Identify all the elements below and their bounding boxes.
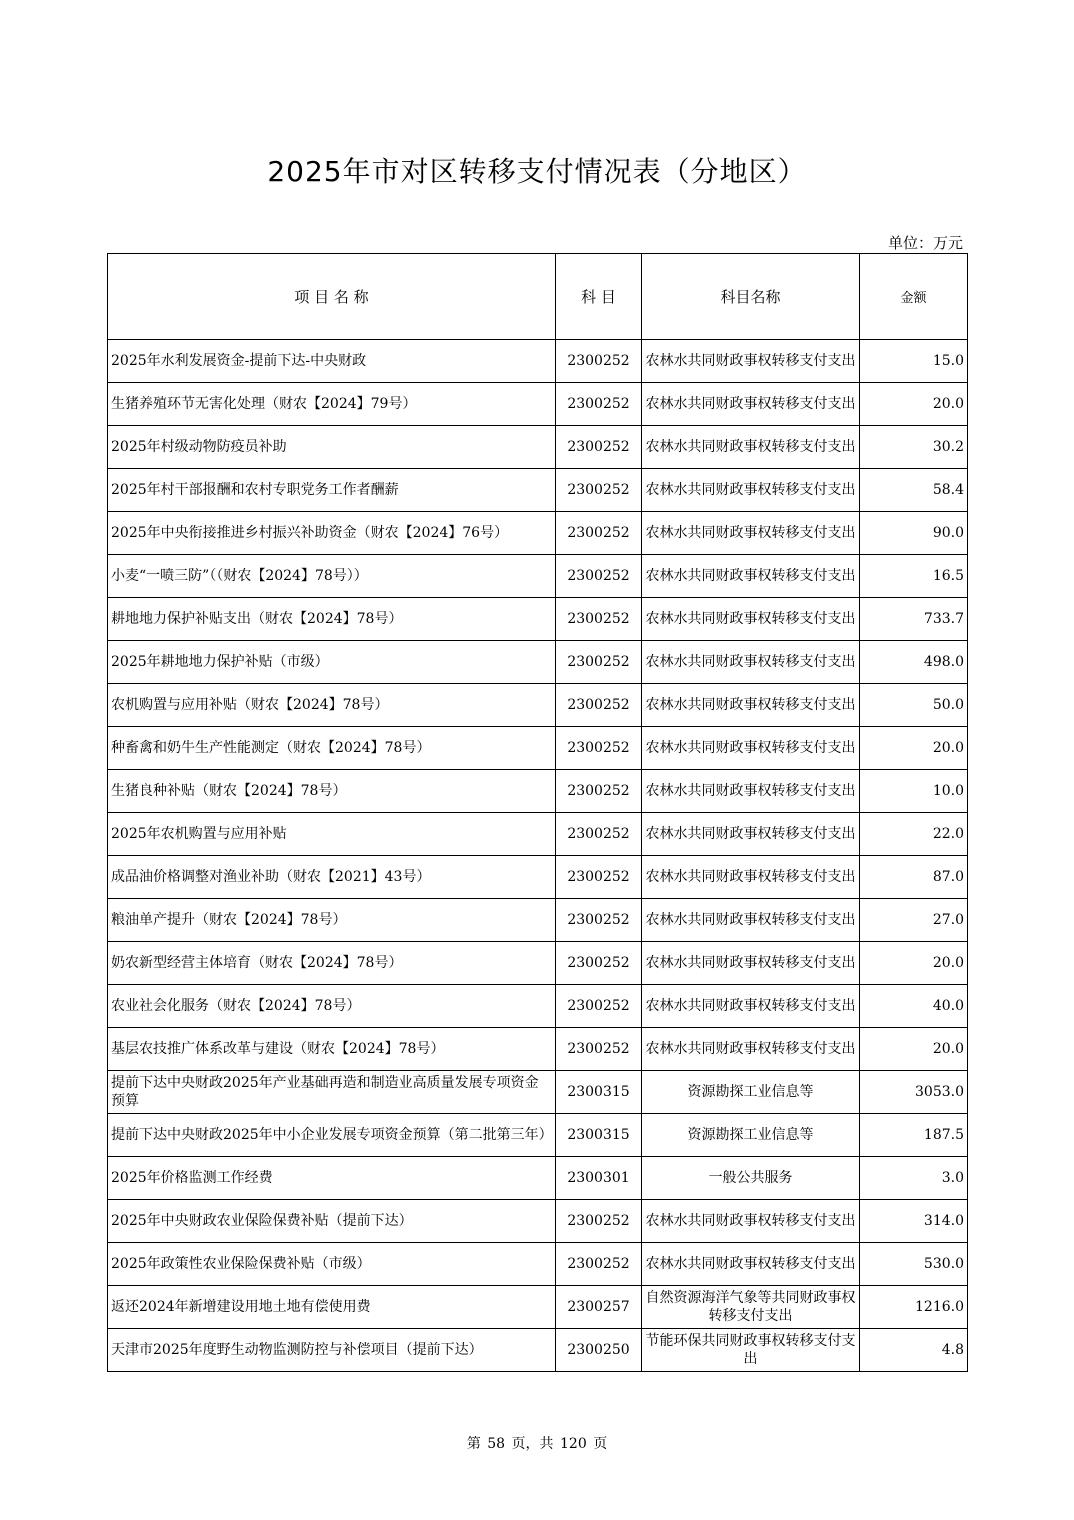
- subject-code-cell: 2300301: [556, 1157, 642, 1200]
- subject-code-cell: 2300252: [556, 1243, 642, 1286]
- footer-total-pages: 120: [560, 1436, 587, 1452]
- subject-code-cell: 2300252: [556, 770, 642, 813]
- subject-code-cell: 2300252: [556, 899, 642, 942]
- subject-name-cell: 农林水共同财政事权转移支付支出: [642, 770, 860, 813]
- subject-code-cell: 2300315: [556, 1071, 642, 1114]
- project-name-cell: 小麦“一喷三防”（（财农【2024】78号））: [108, 555, 556, 598]
- project-name-cell: 2025年村级动物防疫员补助: [108, 426, 556, 469]
- amount-cell: 20.0: [860, 727, 968, 770]
- page-footer: [0, 1433, 1074, 1453]
- table-row: [108, 426, 968, 469]
- header-subject-name: 科目名称: [642, 254, 860, 340]
- subject-name-cell: 农林水共同财政事权转移支付支出: [642, 426, 860, 469]
- project-name-cell: 成品油价格调整对渔业补助（财农【2021】43号）: [108, 856, 556, 899]
- table-row: [108, 383, 968, 426]
- project-name-cell: 2025年水利发展资金-提前下达-中央财政: [108, 340, 556, 383]
- amount-cell: 27.0: [860, 899, 968, 942]
- project-name-cell: 生猪养殖环节无害化处理（财农【2024】79号）: [108, 383, 556, 426]
- project-name-cell: 2025年村干部报酬和农村专职党务工作者酬薪: [108, 469, 556, 512]
- subject-code-cell: 2300252: [556, 985, 642, 1028]
- amount-cell: 16.5: [860, 555, 968, 598]
- project-name-cell: 粮油单产提升（财农【2024】78号）: [108, 899, 556, 942]
- amount-cell: 50.0: [860, 684, 968, 727]
- subject-code-cell: 2300252: [556, 383, 642, 426]
- footer-suffix: 页: [593, 1436, 608, 1452]
- amount-cell: 20.0: [860, 1028, 968, 1071]
- amount-cell: 22.0: [860, 813, 968, 856]
- subject-code-cell: 2300252: [556, 555, 642, 598]
- footer-prefix: 第: [466, 1436, 481, 1452]
- project-name-cell: 生猪良种补贴（财农【2024】78号）: [108, 770, 556, 813]
- subject-name-cell: 农林水共同财政事权转移支付支出: [642, 1028, 860, 1071]
- amount-cell: 314.0: [860, 1200, 968, 1243]
- subject-code-cell: 2300252: [556, 512, 642, 555]
- project-name-cell: 农业社会化服务（财农【2024】78号）: [108, 985, 556, 1028]
- subject-name-cell: 农林水共同财政事权转移支付支出: [642, 942, 860, 985]
- header-project-name: 项 目 名 称: [108, 254, 556, 340]
- page-title: 2025年市对区转移支付情况表（分地区）: [267, 155, 807, 188]
- amount-cell: 20.0: [860, 942, 968, 985]
- table-row: [108, 469, 968, 512]
- project-name-cell: 2025年价格监测工作经费: [108, 1157, 556, 1200]
- transfer-payment-table: [107, 253, 968, 1372]
- subject-name-cell: 农林水共同财政事权转移支付支出: [642, 512, 860, 555]
- table-row: [108, 813, 968, 856]
- table-row: [108, 985, 968, 1028]
- amount-cell: 90.0: [860, 512, 968, 555]
- subject-name-cell: 农林水共同财政事权转移支付支出: [642, 899, 860, 942]
- footer-page-number: 58: [487, 1436, 506, 1452]
- project-name-cell: 种畜禽和奶牛生产性能测定（财农【2024】78号）: [108, 727, 556, 770]
- table-row: [108, 512, 968, 555]
- subject-code-cell: 2300257: [556, 1286, 642, 1329]
- table-body: [108, 340, 968, 1372]
- project-name-cell: 基层农技推广体系改革与建设（财农【2024】78号）: [108, 1028, 556, 1071]
- subject-name-cell: 资源勘探工业信息等: [642, 1071, 860, 1114]
- subject-code-cell: 2300252: [556, 641, 642, 684]
- amount-cell: 15.0: [860, 340, 968, 383]
- subject-code-cell: 2300252: [556, 598, 642, 641]
- project-name-cell: 2025年耕地地力保护补贴（市级）: [108, 641, 556, 684]
- amount-cell: 3053.0: [860, 1071, 968, 1114]
- subject-name-cell: 农林水共同财政事权转移支付支出: [642, 469, 860, 512]
- subject-code-cell: 2300252: [556, 426, 642, 469]
- amount-cell: 30.2: [860, 426, 968, 469]
- table-row: [108, 641, 968, 684]
- subject-code-cell: 2300252: [556, 727, 642, 770]
- subject-name-cell: 农林水共同财政事权转移支付支出: [642, 727, 860, 770]
- table-row: [108, 856, 968, 899]
- table-row: [108, 899, 968, 942]
- unit-label: 单位：万元: [887, 234, 963, 252]
- subject-name-cell: 农林水共同财政事权转移支付支出: [642, 1200, 860, 1243]
- subject-name-cell: 农林水共同财政事权转移支付支出: [642, 1243, 860, 1286]
- amount-cell: 1216.0: [860, 1286, 968, 1329]
- amount-cell: 58.4: [860, 469, 968, 512]
- amount-cell: 733.7: [860, 598, 968, 641]
- subject-code-cell: 2300315: [556, 1114, 642, 1157]
- project-name-cell: 耕地地力保护补贴支出（财农【2024】78号）: [108, 598, 556, 641]
- amount-cell: 40.0: [860, 985, 968, 1028]
- table-row: [108, 1243, 968, 1286]
- project-name-cell: 2025年中央衔接推进乡村振兴补助资金（财农【2024】76号）: [108, 512, 556, 555]
- subject-code-cell: 2300252: [556, 684, 642, 727]
- project-name-cell: 提前下达中央财政2025年产业基础再造和制造业高质量发展专项资金预算: [108, 1071, 556, 1114]
- subject-code-cell: 2300250: [556, 1329, 642, 1372]
- subject-name-cell: 农林水共同财政事权转移支付支出: [642, 383, 860, 426]
- header-code: 科 目: [556, 254, 642, 340]
- header-amount: 金额: [860, 254, 968, 340]
- project-name-cell: 奶农新型经营主体培育（财农【2024】78号）: [108, 942, 556, 985]
- project-name-cell: 农机购置与应用补贴（财农【2024】78号）: [108, 684, 556, 727]
- table-row: [108, 1329, 968, 1372]
- subject-code-cell: 2300252: [556, 856, 642, 899]
- table-row: [108, 1157, 968, 1200]
- subject-name-cell: 节能环保共同财政事权转移支付支出: [642, 1329, 860, 1372]
- table-row: [108, 598, 968, 641]
- table-row: [108, 1114, 968, 1157]
- amount-cell: 20.0: [860, 383, 968, 426]
- subject-code-cell: 2300252: [556, 340, 642, 383]
- table-row: [108, 555, 968, 598]
- subject-code-cell: 2300252: [556, 942, 642, 985]
- project-name-cell: 2025年中央财政农业保险保费补贴（提前下达）: [108, 1200, 556, 1243]
- project-name-cell: 提前下达中央财政2025年中小企业发展专项资金预算（第二批第三年）: [108, 1114, 556, 1157]
- amount-cell: 87.0: [860, 856, 968, 899]
- subject-code-cell: 2300252: [556, 1028, 642, 1071]
- subject-name-cell: 农林水共同财政事权转移支付支出: [642, 985, 860, 1028]
- subject-code-cell: 2300252: [556, 813, 642, 856]
- table-row: [108, 684, 968, 727]
- subject-name-cell: 农林水共同财政事权转移支付支出: [642, 856, 860, 899]
- table-header-row: [108, 254, 968, 340]
- amount-cell: 498.0: [860, 641, 968, 684]
- table-row: [108, 770, 968, 813]
- table-row: [108, 1200, 968, 1243]
- project-name-cell: 返还2024年新增建设用地土地有偿使用费: [108, 1286, 556, 1329]
- table-row: [108, 942, 968, 985]
- subject-name-cell: 农林水共同财政事权转移支付支出: [642, 598, 860, 641]
- amount-cell: 3.0: [860, 1157, 968, 1200]
- amount-cell: 4.8: [860, 1329, 968, 1372]
- subject-code-cell: 2300252: [556, 1200, 642, 1243]
- subject-name-cell: 一般公共服务: [642, 1157, 860, 1200]
- subject-name-cell: 农林水共同财政事权转移支付支出: [642, 641, 860, 684]
- amount-cell: 10.0: [860, 770, 968, 813]
- subject-name-cell: 自然资源海洋气象等共同财政事权转移支付支出: [642, 1286, 860, 1329]
- table-row: [108, 1286, 968, 1329]
- amount-cell: 530.0: [860, 1243, 968, 1286]
- table-row: [108, 727, 968, 770]
- amount-cell: 187.5: [860, 1114, 968, 1157]
- table-row: [108, 1071, 968, 1114]
- subject-code-cell: 2300252: [556, 469, 642, 512]
- subject-name-cell: 农林水共同财政事权转移支付支出: [642, 813, 860, 856]
- subject-name-cell: 资源勘探工业信息等: [642, 1114, 860, 1157]
- subject-name-cell: 农林水共同财政事权转移支付支出: [642, 340, 860, 383]
- footer-mid: 页，共: [511, 1436, 554, 1452]
- subject-name-cell: 农林水共同财政事权转移支付支出: [642, 684, 860, 727]
- project-name-cell: 天津市2025年度野生动物监测防控与补偿项目（提前下达）: [108, 1329, 556, 1372]
- project-name-cell: 2025年农机购置与应用补贴: [108, 813, 556, 856]
- project-name-cell: 2025年政策性农业保险保费补贴（市级）: [108, 1243, 556, 1286]
- subject-name-cell: 农林水共同财政事权转移支付支出: [642, 555, 860, 598]
- table-row: [108, 340, 968, 383]
- table-row: [108, 1028, 968, 1071]
